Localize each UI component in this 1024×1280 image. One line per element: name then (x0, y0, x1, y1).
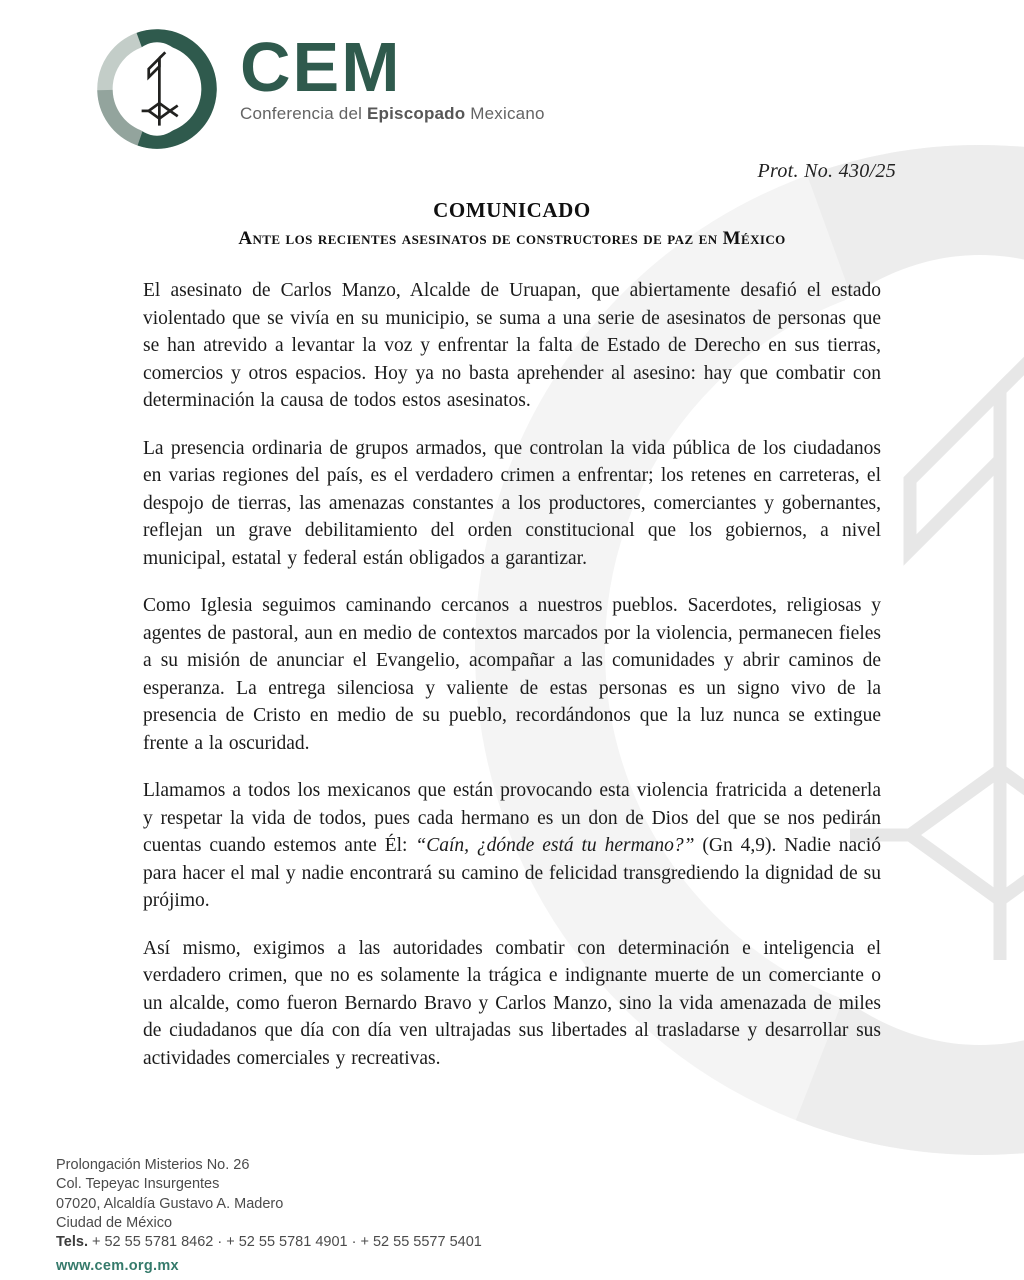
document-body (143, 198, 881, 1072)
paragraph-3-text: Como Iglesia seguimos caminando cercanos a nuestros pueblos. Sacerdotes, religiosas y agentes de pastoral, aun en medio de contextos marcados por la violencia, permanecen fieles a su misión de anunciar el Evangelio, acompañar a las comunidades y abrir caminos de esperanza. La entrega silenciosa y valiente de estas personas es un signo vivo de la presencia de Cristo en medio de su pueblo, recordándonos que la luz nunca se extingue frente a la oscuridad. (143, 595, 881, 754)
paragraph-3 (143, 592, 881, 757)
paragraph-5 (143, 935, 881, 1073)
document-title: COMUNICADO (433, 198, 591, 222)
tagline-suffix: Mexicano (465, 104, 545, 123)
phones-value: + 52 55 5781 8462 · + 52 55 5781 4901 · + 52 55 5577 5401 (92, 1234, 482, 1251)
paragraph-1 (143, 277, 881, 415)
cem-logo-mark-icon (86, 18, 228, 160)
logo-acronym: CEM (240, 28, 402, 106)
letterhead (86, 18, 545, 160)
tagline-prefix: Conferencia del (240, 104, 367, 123)
logo-text-block (240, 28, 545, 124)
phones-label: Tels. (56, 1234, 88, 1251)
paragraph-2 (143, 435, 881, 573)
tagline-bold: Episcopado (367, 104, 466, 123)
address-line-4: Ciudad de México (56, 1214, 173, 1231)
letterhead-footer (56, 1156, 482, 1277)
protocol-number: Prot. No. 430/25 (757, 160, 896, 182)
paragraph-4 (143, 777, 881, 915)
bible-quote: “Caín, ¿dónde está tu hermano?” (415, 835, 695, 856)
paragraph-4-text: Llamamos a todos los mexicanos que están provocando esta violencia fratricida a detenerla y respetar la vida de todos, pues cada hermano es un don de Dios del que se nos pedirán cuentas cuando estemos ante Él: (143, 780, 881, 856)
document-subtitle: Ante los recientes asesinatos de constructores de paz en México (238, 228, 786, 249)
website-link[interactable]: www.cem.org.mx (56, 1258, 179, 1275)
paragraph-1-text: El asesinato de Carlos Manzo, Alcalde de Uruapan, que abiertamente desafió el estado violentado que se vivía en su municipio, se suma a una serie de asesinatos de personas que se han atrevido a levantar la voz y enfrentar la falta de Estado de Derecho en sus tierras, comercios y otros espacios. Hoy ya no basta aprehender al asesino: hay que combatir con determinación la causa de todos estos asesinatos. (143, 280, 881, 411)
address-line-1: Prolongación Misterios No. 26 (56, 1157, 250, 1173)
paragraph-2-text: La presencia ordinaria de grupos armados, que controlan la vida pública de los ciudadanos en varias regiones del país, es el verdadero crimen a enfrentar; los retenes en carreteras, el despojo de tierras, las amenazas constantes a los productores, comerciantes y gobernantes, reflejan un grave debilitamiento del orden constitucional que los gobiernos, a nivel municipal, estatal y federal están obligados a garantizar. (143, 437, 881, 569)
address-line-3: 07020, Alcaldía Gustavo A. Madero (56, 1195, 284, 1212)
phones-line (56, 1233, 482, 1252)
paragraph-4-text-cont: (Gn 4,9). Nadie nació para hacer el mal y nadie encontrará su camino de felicidad transgrediendo la dignidad de su prójimo. (143, 835, 881, 911)
paragraph-5-text: Así mismo, exigimos a las autoridades combatir con determinación e inteligencia el verdadero crimen, que no es solamente la trágica e indignante muerte de un comerciante o un alcalde, como fueron Bernardo Bravo y Carlos Manzo, sino la vida amenazada de miles de ciudadanos que día con día ven ultrajadas sus libertades al trasladarse y desarrollar sus actividades comerciales y recreativas. (143, 937, 881, 1069)
logo-tagline (240, 104, 545, 124)
address-line-2: Col. Tepeyac Insurgentes (56, 1176, 220, 1193)
